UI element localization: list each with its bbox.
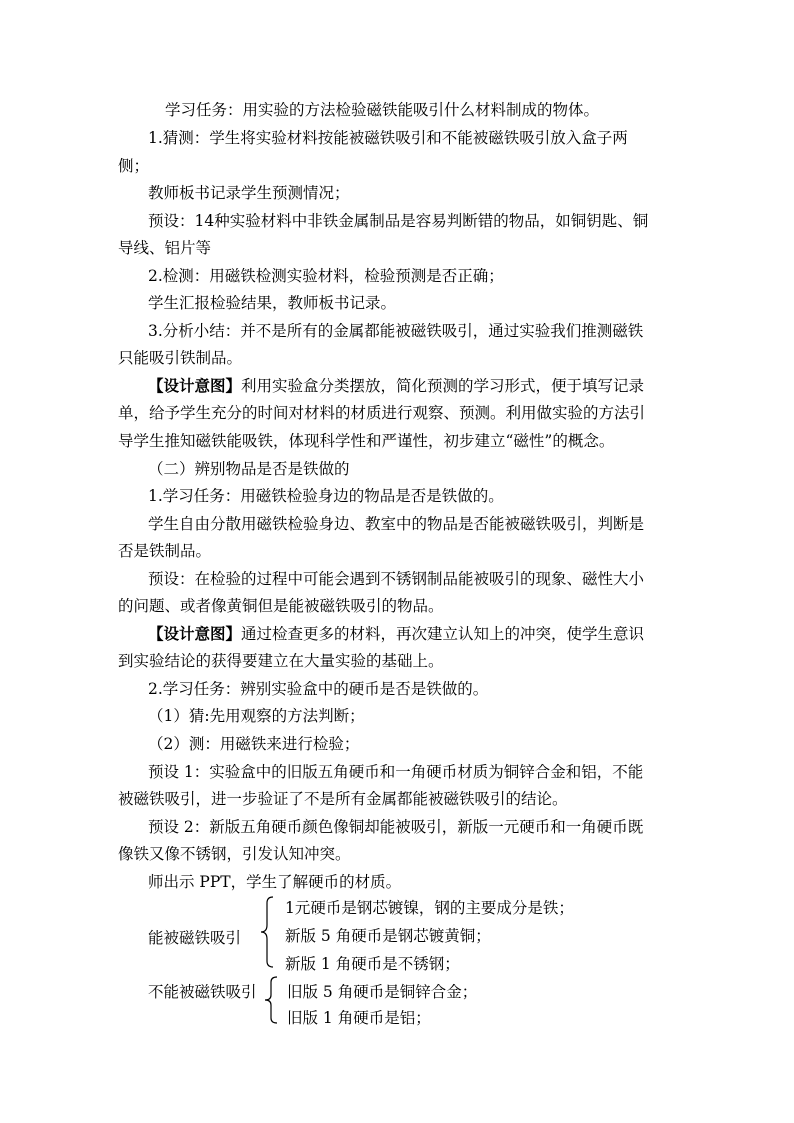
text-line: 2.学习任务：辨别实验盒中的硬币是否是铁做的。	[148, 680, 489, 698]
group1-item: 新版 5 角硬币是钢芯镀黄铜；	[285, 927, 491, 945]
text-line: 只能吸引铁制品。	[118, 349, 243, 367]
text-line: 3.分析小结：并不是所有的金属都能被磁铁吸引，通过实验我们推测磁铁	[148, 322, 644, 340]
text-line: 导学生推知磁铁能吸铁，体现科学性和严谨性，初步建立“磁性”的概念。	[118, 432, 615, 450]
text-line: 预设 1：实验盒中的旧版五角硬币和一角硬币材质为铜锌合金和铝，不能	[148, 763, 644, 781]
text-line	[148, 624, 644, 644]
text-line: （1）猜:先用观察的方法判断；	[148, 707, 365, 725]
text-line: 的问题、或者像黄铜但是能被磁铁吸引的物品。	[118, 597, 444, 615]
text-line: 预设：14种实验材料中非铁金属制品是容易判断错的物品，如铜钥匙、铜	[148, 212, 649, 230]
text-line: 预设 2：新版五角硬币颜色像铜却能被吸引，新版一元硬币和一角硬币既	[148, 818, 644, 836]
group1-item: 1元硬币是钢芯镀镍，钢的主要成分是铁；	[285, 899, 574, 917]
text-line	[148, 376, 644, 396]
group1-item: 新版 1 角硬币是不锈钢；	[285, 955, 460, 973]
group2-item: 旧版 5 角硬币是铜锌合金；	[287, 983, 478, 1001]
design-intent-label: 【设计意图】	[148, 376, 242, 395]
text-line: 1.猜测：学生将实验材料按能被磁铁吸引和不能被磁铁吸引放入盒子两	[148, 129, 628, 147]
text-span: 利用实验盒分类摆放，简化预测的学习形式，便于填写记录	[241, 377, 645, 395]
text-line: 学生汇报检验结果，教师板书记录。	[148, 294, 397, 312]
text-line: 被磁铁吸引，进一步验证了不是所有金属都能被磁铁吸引的结论。	[118, 790, 568, 808]
left-brace-icon	[258, 895, 278, 969]
text-line: 导线、铝片等	[118, 239, 212, 257]
text-line: 侧；	[118, 157, 150, 175]
text-line: 学习任务：用实验的方法检验磁铁能吸引什么材料制成的物体。	[165, 101, 600, 119]
text-line: 预设：在检验的过程中可能会遇到不锈钢制品能被吸引的现象、磁性大小	[148, 570, 645, 588]
text-line: 1.学习任务：用磁铁检验身边的物品是否是铁做的。	[148, 487, 504, 505]
text-line: 学生自由分散用磁铁检验身边、教室中的物品是否能被磁铁吸引，判断是	[148, 515, 645, 533]
text-span: 通过检查更多的材料，再次建立认知上的冲突，使学生意识	[241, 625, 645, 643]
text-line: （2）测：用磁铁来进行检验；	[148, 735, 360, 753]
text-line: 师出示 PPT，学生了解硬币的材质。	[148, 873, 402, 891]
design-intent-label: 【设计意图】	[148, 624, 242, 643]
text-line: 2.检测：用磁铁检测实验材料，检验预测是否正确；	[148, 267, 504, 285]
left-brace-icon	[262, 975, 282, 1025]
text-line: 否是铁制品。	[118, 542, 212, 560]
group2-item: 旧版 1 角硬币是铝；	[287, 1009, 431, 1027]
text-line: 单，给予学生充分的时间对材料的材质进行观察、预测。利用做实验的方法引	[118, 404, 646, 422]
text-line: 教师板书记录学生预测情况；	[148, 184, 350, 202]
text-line: 到实验结论的获得要建立在大量实验的基础上。	[118, 652, 444, 670]
group-label-attracted: 能被磁铁吸引	[148, 929, 242, 947]
text-line: 像铁又像不锈钢，引发认知冲突。	[118, 845, 351, 863]
section-heading: （二）辨别物品是否是铁做的	[148, 460, 350, 478]
group-label-not-attracted: 不能被磁铁吸引	[148, 983, 257, 1001]
